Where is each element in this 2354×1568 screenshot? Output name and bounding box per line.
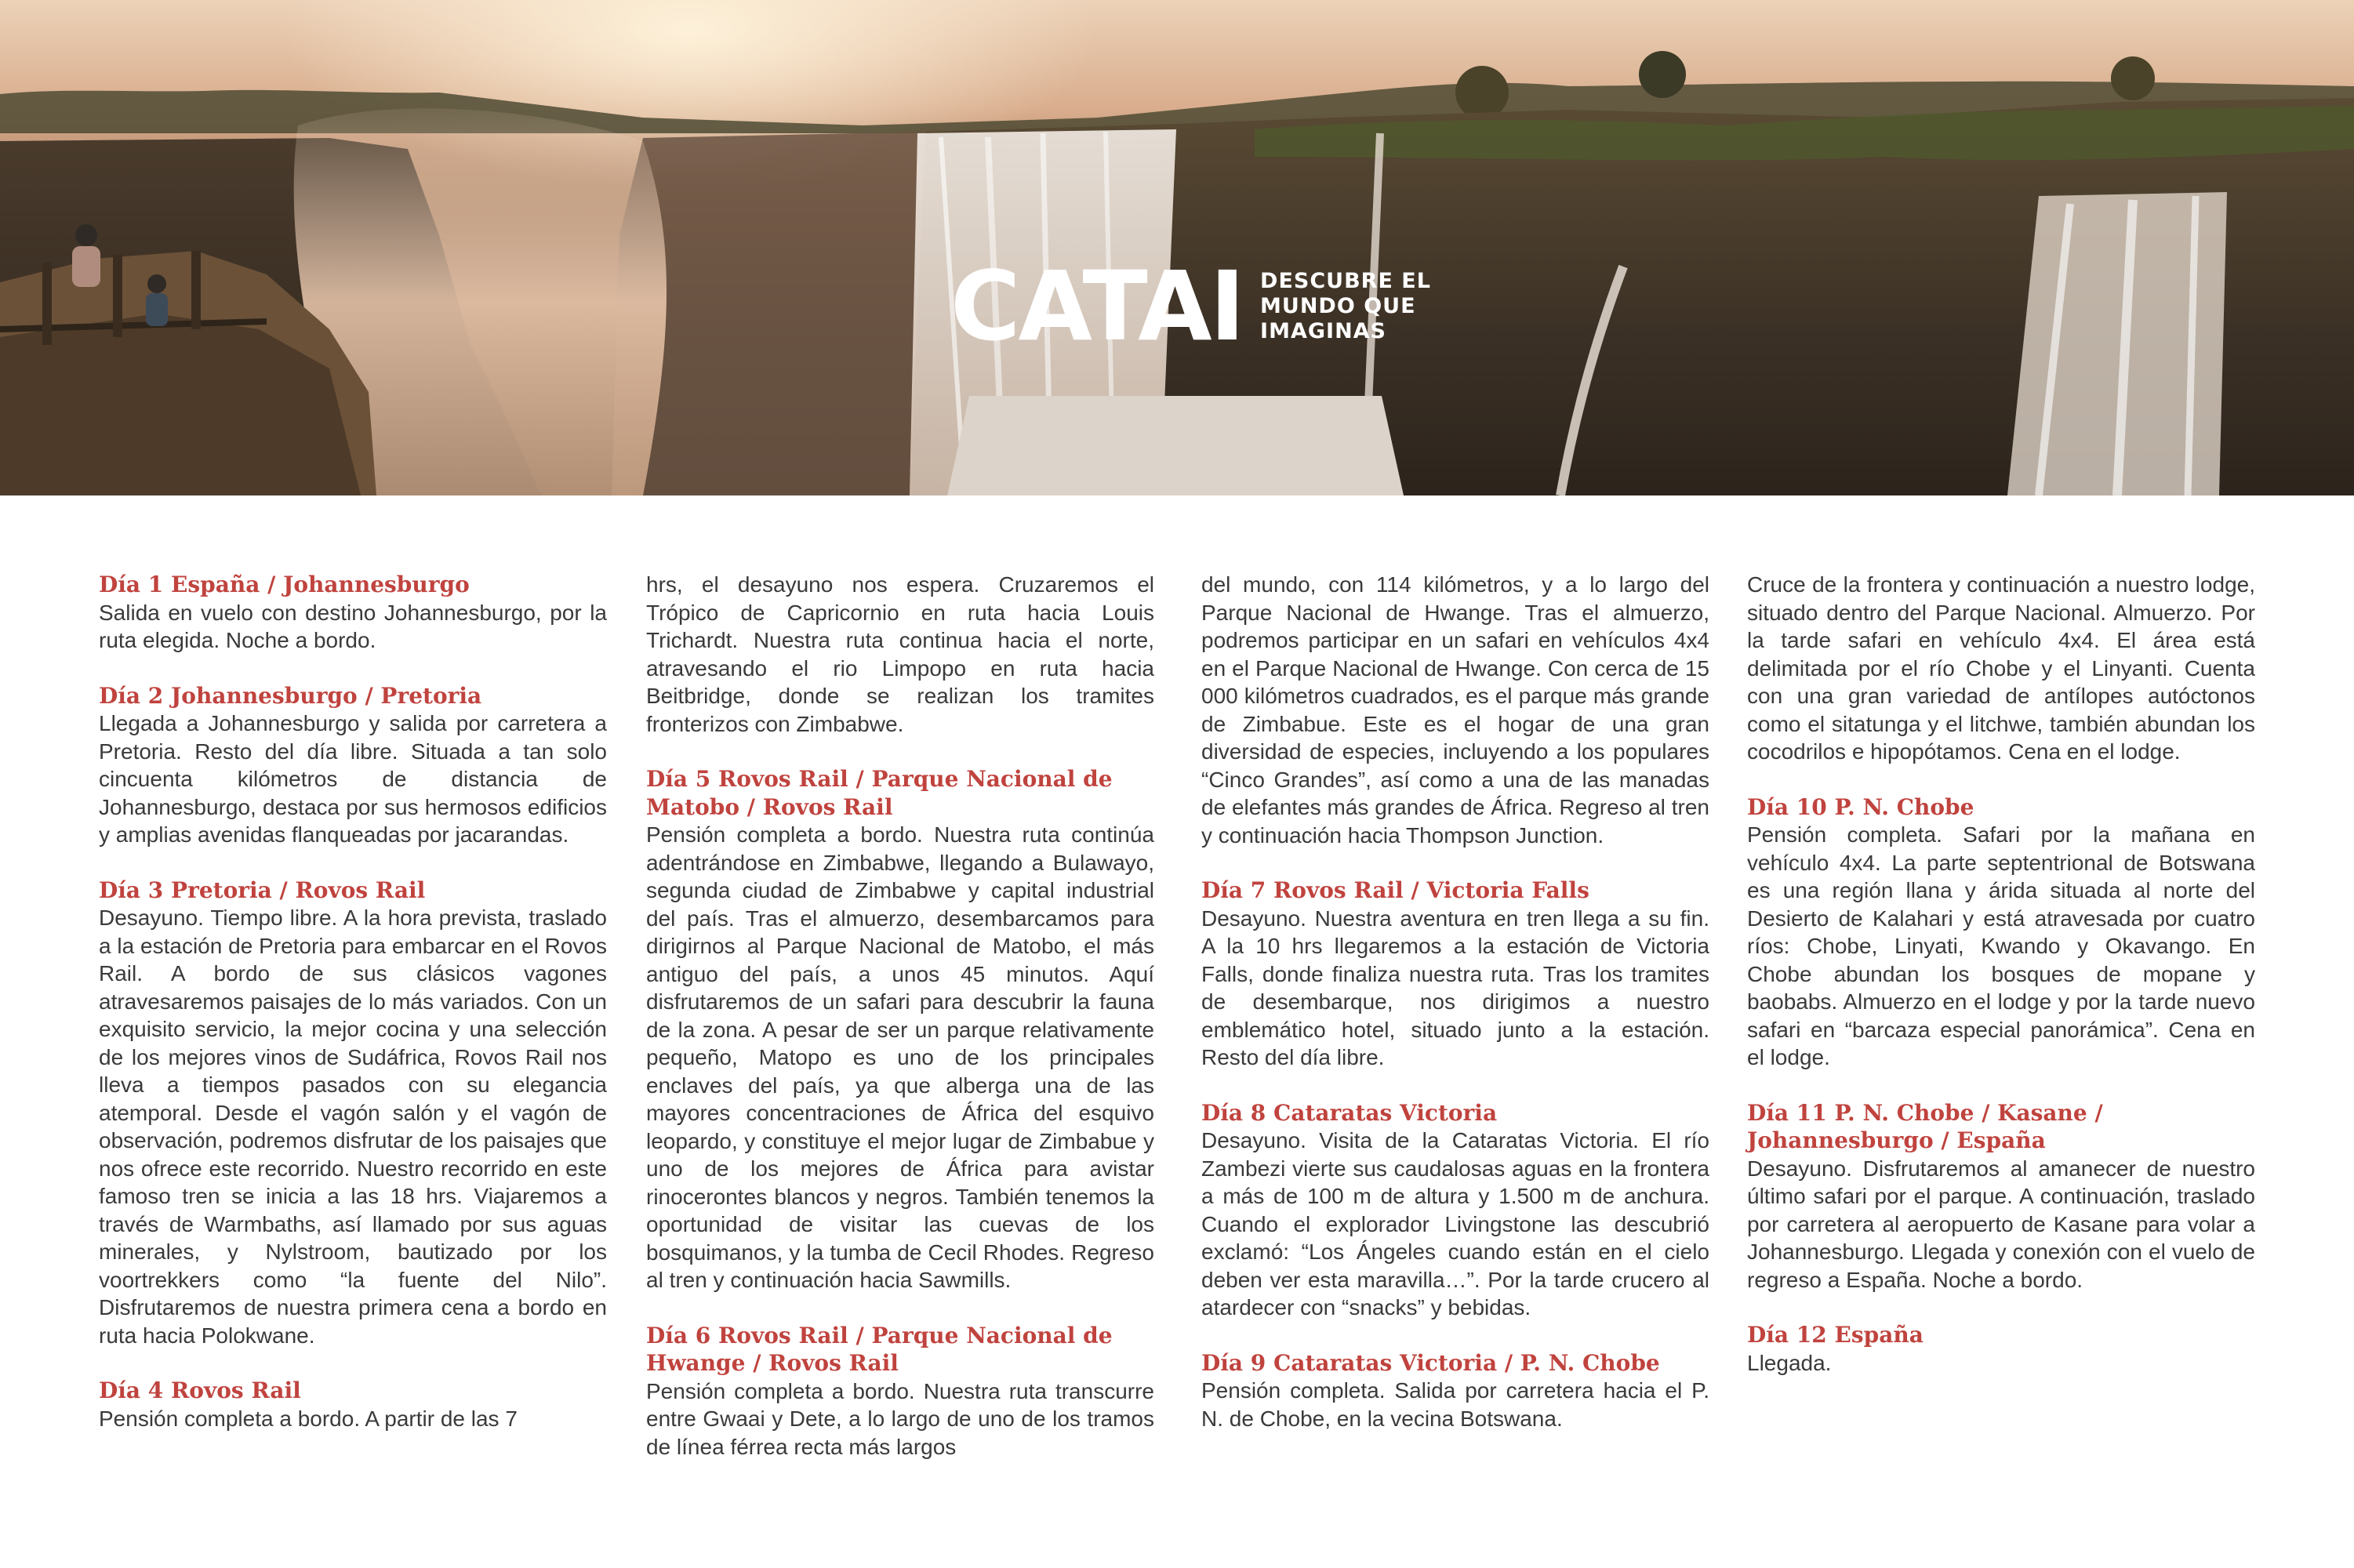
day-text: Desayuno. Disfrutaremos al amanecer de nuestro último safari por el parque. A continuación, traslado por carretera al aeropuerto de Kasane para volar a Johannesburgo. Llegada y conexión con el vuelo de regreso a España. Noche a bordo. — [1747, 1156, 2255, 1292]
tagline-line: IMAGINAS — [1260, 319, 1387, 343]
day-title: Día 8 Cataratas Victoria — [1201, 1099, 1498, 1126]
itinerary-column-1 — [99, 571, 607, 1460]
day-title: Día 6 Rovos Rail / Parque Nacional de Hwange / Rovos Rail — [646, 1322, 1113, 1376]
day-text: Pensión completa. Safari por la mañana en vehículo 4x4. La parte septentrional de Botswana es una región llana y árida situada al norte del Desierto de Kalahari y está atravesada por cuatro ríos: Chobe, Linyati, Kwando y Okavango. En Chobe abundan los bosques de mopane y baobabs. Almuerzo en el lodge y por la tarde nuevo safari en “barcaza especial panorámica”. Cena en el lodge. — [1747, 822, 2255, 1069]
day-entry — [1747, 793, 2255, 1072]
day-text: Pensión completa a bordo. Nuestra ruta continúa adentrándose en Zimbabwe, llegando a Bulawayo, segunda ciudad de Zimbabwe y capital industrial del país. Tras el almuerzo, desembarcamos para dirigirnos al Parque Nacional de Matobo, el más antiguo del país, a unos 45 minutos. Aquí disfrutaremos de un safari para descubrir la fauna de la zona. A pesar de ser un parque relativamente pequeño, Matopo es uno de los principales enclaves del país, ya que alberga una de las mayores concentraciones de África del esquivo leopardo, y constituye el mejor lugar de Zimbabue y uno de los mejores de África para avistar rinocerontes blancos y negros. También tenemos la oportunidad de visitar las cuevas de los bosquimanos, y la tumba de Cecil Rhodes. Regreso al tren y continuación hacia Sawmills. — [646, 822, 1154, 1292]
day-entry — [1201, 1099, 1709, 1322]
continued-text — [1201, 571, 1709, 849]
day-text: Pensión completa a bordo. A partir de las 7 — [99, 1406, 518, 1431]
day-text: Llegada a Johannesburgo y salida por carretera a Pretoria. Resto del día libre. Situada a tan solo cincuenta kilómetros de distancia de Johannesburgo, destaca por sus hermosos edificios y amplias avenidas flanqueadas por jacarandas. — [99, 711, 607, 847]
day-entry — [99, 1377, 607, 1432]
itinerary-column-4 — [1747, 571, 2255, 1404]
day-title: Día 11 P. N. Chobe / Kasane / Johannesburgo / España — [1747, 1099, 2103, 1153]
day-entry — [1747, 1321, 2255, 1377]
day-title: Día 9 Cataratas Victoria / P. N. Chobe — [1201, 1349, 1660, 1376]
day-text: del mundo, con 114 kilómetros, y a lo largo del Parque Nacional de Hwange. Tras el almuerzo, podremos participar en un safari en vehículos 4x4 en el Parque Nacional de Hwange. Con cerca de 15 000 kilómetros cuadrados, es el parque más grande de Zimbabue. Este es el hogar de una gran diversidad de especies, incluyendo a los populares “Cinco Grandes”, así como a una de las manadas de elefantes más grandes de África. Regreso al tren y continuación hacia Thompson Junction. — [1201, 572, 1709, 848]
day-title: Día 10 P. N. Chobe — [1747, 793, 1974, 820]
day-text: Desayuno. Nuestra aventura en tren llega a su fin. A la 10 hrs llegaremos a la estación de Victoria Falls, donde finaliza nuestra ruta. Tras los tramites de desembarque, nos dirigimos a nuestro emblemático hotel, situado junto a la estación. Resto del día libre. — [1201, 906, 1709, 1069]
day-entry — [99, 571, 607, 655]
day-entry — [99, 877, 607, 1350]
day-entry — [1747, 1099, 2255, 1294]
tagline-line: DESCUBRE EL — [1260, 269, 1431, 293]
day-title: Día 12 España — [1747, 1322, 1924, 1348]
continued-text — [646, 571, 1154, 738]
day-title: Día 2 Johannesburgo / Pretoria — [99, 682, 482, 709]
day-entry — [1201, 877, 1709, 1072]
continued-text — [1747, 571, 2255, 766]
itinerary-column-3 — [1201, 571, 1709, 1460]
day-text: Desayuno. Visita de la Cataratas Victoria. El río Zambezi vierte sus caudalosas aguas en la frontera a más de 100 m de altura y 1.500 m de anchura. Cuando el explorador Livingstone las descubrió exclamó: “Los Ángeles cuando están en el cielo deben ver esta maravilla…”. Por la tarde crucero al atardecer con “snacks” y bebidas. — [1201, 1128, 1709, 1319]
hero-photo — [0, 0, 2354, 495]
day-title: Día 1 España / Johannesburgo — [99, 572, 470, 597]
logo-tagline — [1260, 269, 1431, 344]
day-title: Día 4 Rovos Rail — [99, 1377, 301, 1403]
day-entry — [1201, 1349, 1709, 1433]
catai-logo — [950, 251, 1431, 362]
day-text: Llegada. — [1747, 1350, 1832, 1375]
day-text: Cruce de la frontera y continuación a nuestro lodge, situado dentro del Parque Nacional. Almuerzo. Por la tarde safari en vehículo 4x4. El área está delimitada por el río Chobe y el Linyanti. Cuenta con una gran variedad de antílopes autóctonos como el sitatunga y el litchwe, también abundan los cocodrilos e hipopótamos. Cena en el lodge. — [1747, 572, 2255, 764]
day-entry — [646, 1322, 1154, 1461]
itinerary-column-2 — [646, 571, 1154, 1488]
day-title: Día 3 Pretoria / Rovos Rail — [99, 877, 426, 903]
day-title: Día 5 Rovos Rail / Parque Nacional de Matobo / Rovos Rail — [646, 766, 1113, 820]
day-entry — [646, 765, 1154, 1294]
tagline-line: MUNDO QUE — [1260, 294, 1416, 318]
day-title: Día 7 Rovos Rail / Victoria Falls — [1201, 877, 1589, 903]
waterfall-landscape-illustration — [0, 0, 2354, 495]
day-text: Pensión completa. Salida por carretera hacia el P. N. de Chobe, en la vecina Botswana. — [1201, 1378, 1709, 1431]
day-text: hrs, el desayuno nos espera. Cruzaremos el Trópico de Capricornio en ruta hacia Louis Trichardt. Nuestra ruta continua hacia el norte, atravesando el rio Limpopo en ruta hacia Beitbridge, donde se realizan los tramites fronterizos con Zimbabwe. — [646, 572, 1154, 736]
day-text: Salida en vuelo con destino Johannesburgo, por la ruta elegida. Noche a bordo. — [99, 600, 607, 652]
day-text: Desayuno. Tiempo libre. A la hora prevista, traslado a la estación de Pretoria para embarcar en el Rovos Rail. A bordo de sus clásicos vagones atravesaremos paisajes de lo más variados. Con un exquisito servicio, la mejor cocina y una selección de los mejores vinos de Sudáfrica, Rovos Rail nos lleva a tiempos pasados con su elegancia atemporal. Desde el vagón salón y el vagón de observación, podremos disfrutar de los paisajes que nos ofrece este recorrido. Nuestro recorrido en este famoso tren se inicia a las 18 hrs. Viajaremos a través de Warmbaths, así llamado por sus aguas minerales, y Nylstroom, bautizado por los voortrekkers como “la fuente del Nilo”. Disfrutaremos de nuestra primera cena a bordo en ruta hacia Polokwane. — [99, 906, 607, 1348]
day-text: Pensión completa a bordo. Nuestra ruta transcurre entre Gwaai y Dete, a lo largo de uno de los tramos de línea férrea recta más largos — [646, 1378, 1154, 1459]
logo-wordmark: CATAI — [950, 251, 1244, 362]
day-entry — [99, 682, 607, 849]
